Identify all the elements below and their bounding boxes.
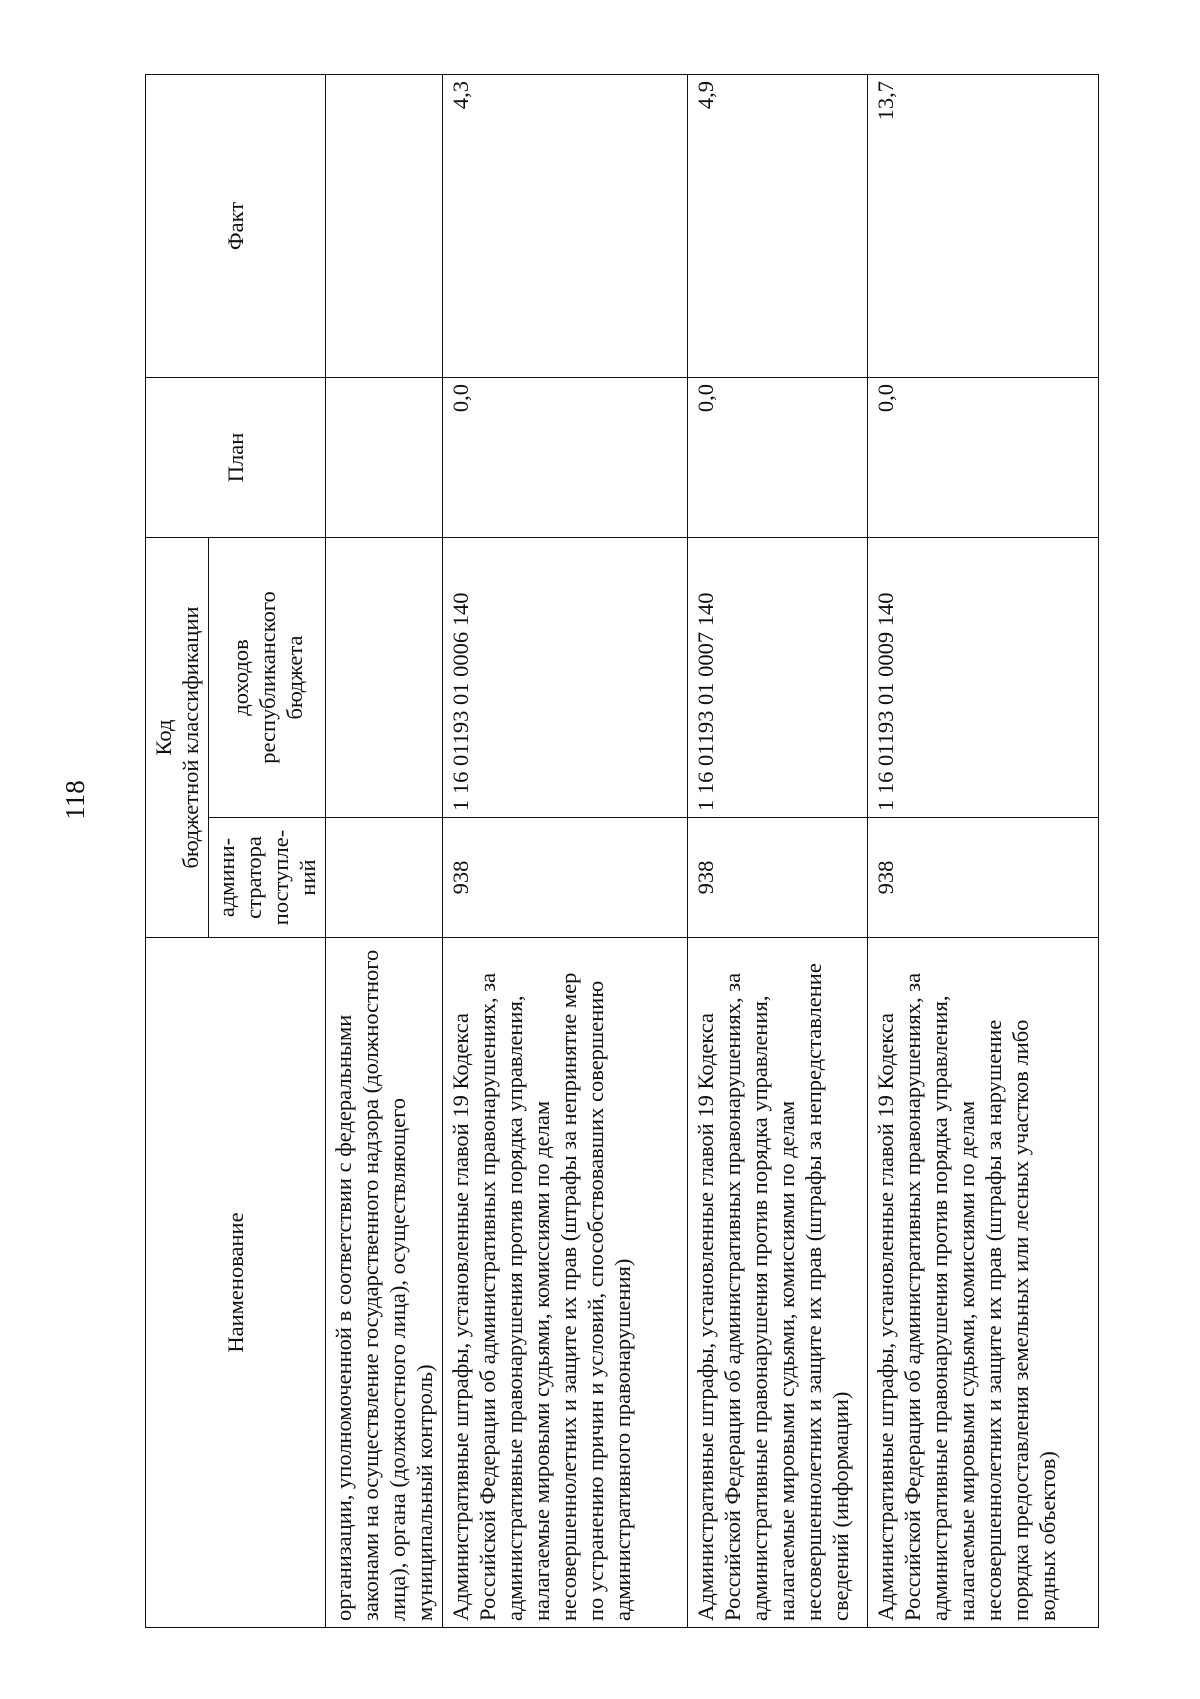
header-fact: Факт: [146, 74, 326, 377]
row-plan: 0,0: [688, 377, 868, 537]
page-number: 118: [60, 780, 90, 820]
table-row: [326, 74, 443, 1627]
row-fact: 4,3: [443, 74, 688, 377]
row-code: [326, 537, 443, 817]
header-income: доходов республиканского бюджета: [209, 537, 326, 817]
header-plan: План: [146, 377, 326, 537]
table-header-row: [146, 74, 209, 1627]
row-plan: 0,0: [443, 377, 688, 537]
row-admin: [326, 818, 443, 938]
table-row: [868, 74, 1099, 1627]
table-row: [688, 74, 868, 1627]
row-code: 1 16 01193 01 0007 140: [688, 537, 868, 817]
row-fact: [326, 74, 443, 377]
rotated-table-container: [145, 75, 1082, 1628]
row-name: Административные штрафы, установленные главой 19 Кодекса Российской Федерации об административных правонарушениях, за административные правонарушения против порядка управления, налагаемые мировыми судьями, комиссиями по делам несовершеннолетних и защите их прав (штрафы за нарушение порядка предоставления земельных или лесных участков либо водных объектов): [868, 938, 1099, 1628]
row-code: 1 16 01193 01 0009 140: [868, 537, 1099, 817]
header-admin: админи- стратора поступле- ний: [209, 818, 326, 938]
row-admin: 938: [868, 818, 1099, 938]
row-plan: 0,0: [868, 377, 1099, 537]
row-fact: 13,7: [868, 74, 1099, 377]
row-plan: [326, 377, 443, 537]
row-code: 1 16 01193 01 0006 140: [443, 537, 688, 817]
row-name: Административные штрафы, установленные главой 19 Кодекса Российской Федерации об административных правонарушениях, за административные правонарушения против порядка управления, налагаемые мировыми судьями, комиссиями по делам несовершеннолетних и защите их прав (штрафы за непринятие мер по устранению причин и условий, способствовавших совершению административного правонарушения): [443, 938, 688, 1628]
header-name: Наименование: [146, 938, 326, 1628]
row-admin: 938: [688, 818, 868, 938]
row-admin: 938: [443, 818, 688, 938]
row-name: Административные штрафы, установленные главой 19 Кодекса Российской Федерации об административных правонарушениях, за административные правонарушения против порядка управления, налагаемые мировыми судьями, комиссиями по делам несовершеннолетних и защите их прав (штрафы за непредставление сведений (информации): [688, 938, 868, 1628]
row-name: организации, уполномоченной в соответствии с федеральными законами на осуществление государственного надзора (должностного лица), органа (должностного лица), осуществляющего муниципальный контроль): [326, 938, 443, 1628]
header-code-group: Код бюджетной классификации: [146, 537, 209, 937]
budget-table: [145, 74, 1099, 1628]
table-row: [443, 74, 688, 1627]
row-fact: 4,9: [688, 74, 868, 377]
